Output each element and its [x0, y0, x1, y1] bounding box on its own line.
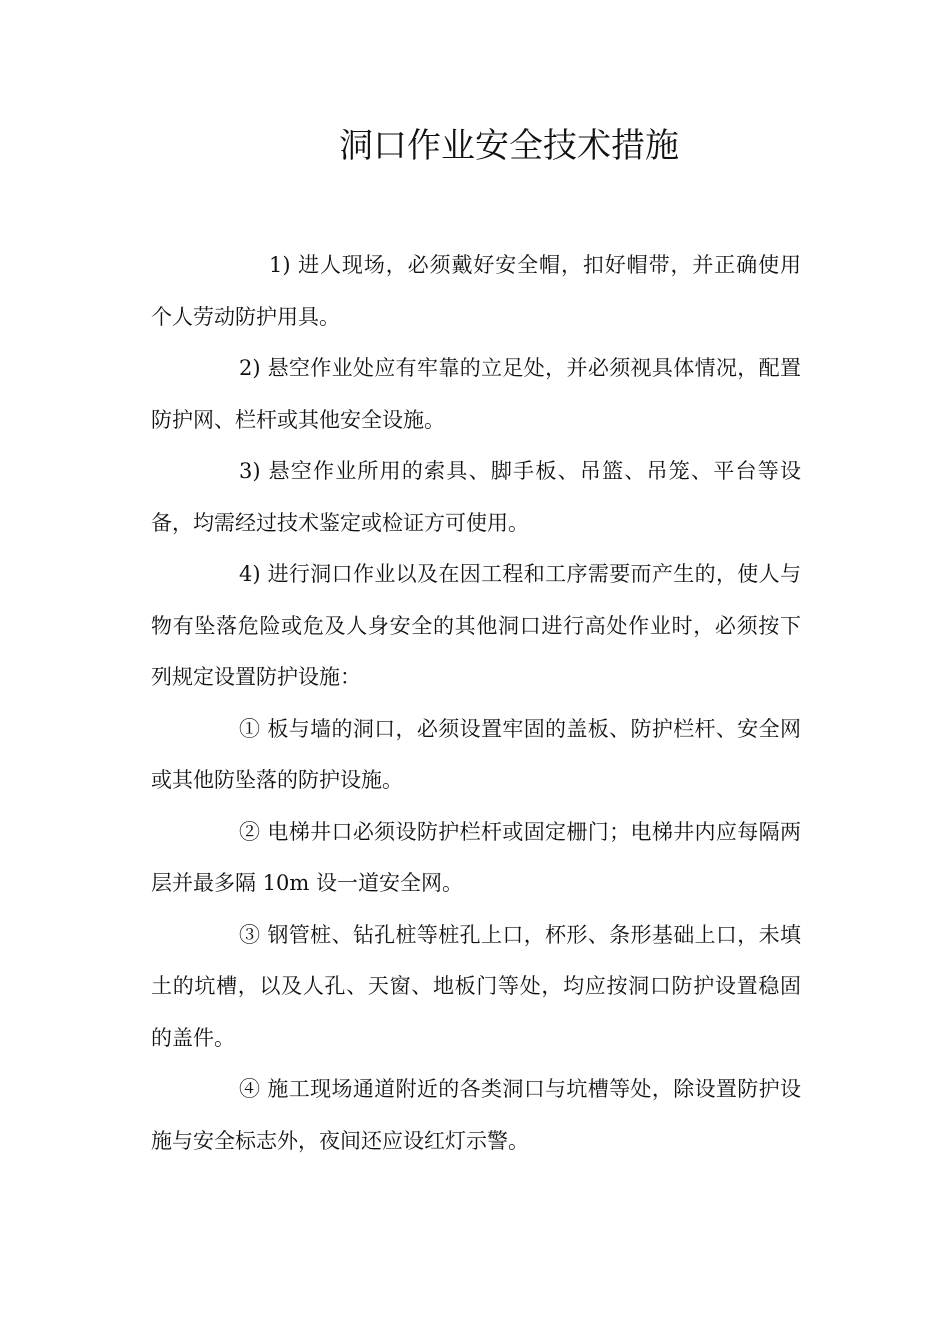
- paragraph-1: 1) 进人现场，必须戴好安全帽，扣好帽带，并正确使用个人劳动防护用具。: [151, 253, 801, 329]
- document-title: 洞口作业安全技术措施: [339, 126, 679, 166]
- paragraph-item-3: ③ 钢管桩、钻孔桩等桩孔上口，杯形、条形基础上口，未填土的坑槽，以及人孔、天窗、地板门等处，均应按洞口防护设置稳固的盖件。: [151, 922, 801, 1050]
- paragraph-item-1: ① 板与墙的洞口，必须设置牢固的盖板、防护栏杆、安全网或其他防坠落的防护设施。: [151, 716, 801, 792]
- paragraph-item-2: ② 电梯井口必须设防护栏杆或固定栅门；电梯井内应每隔两层并最多隔 10m 设一道安全网。: [151, 819, 801, 895]
- paragraph-4: 4) 进行洞口作业以及在因工程和工序需要而产生的，使人与物有坠落危险或危及人身安全的其他洞口进行高处作业时，必须按下列规定设置防护设施：: [151, 562, 801, 689]
- paragraph-3: 3) 悬空作业所用的索具、脚手板、吊篮、吊笼、平台等设备，均需经过技术鉴定或检证方可使用。: [151, 459, 801, 535]
- paragraph-2: 2) 悬空作业处应有牢靠的立足处，并必须视具体情况，配置防护网、栏杆或其他安全设施。: [151, 356, 801, 432]
- paragraph-item-4: ④ 施工现场通道附近的各类洞口与坑槽等处，除设置防护设施与安全标志外，夜间还应设红灯示警。: [151, 1077, 801, 1153]
- document-body: [151, 240, 801, 1167]
